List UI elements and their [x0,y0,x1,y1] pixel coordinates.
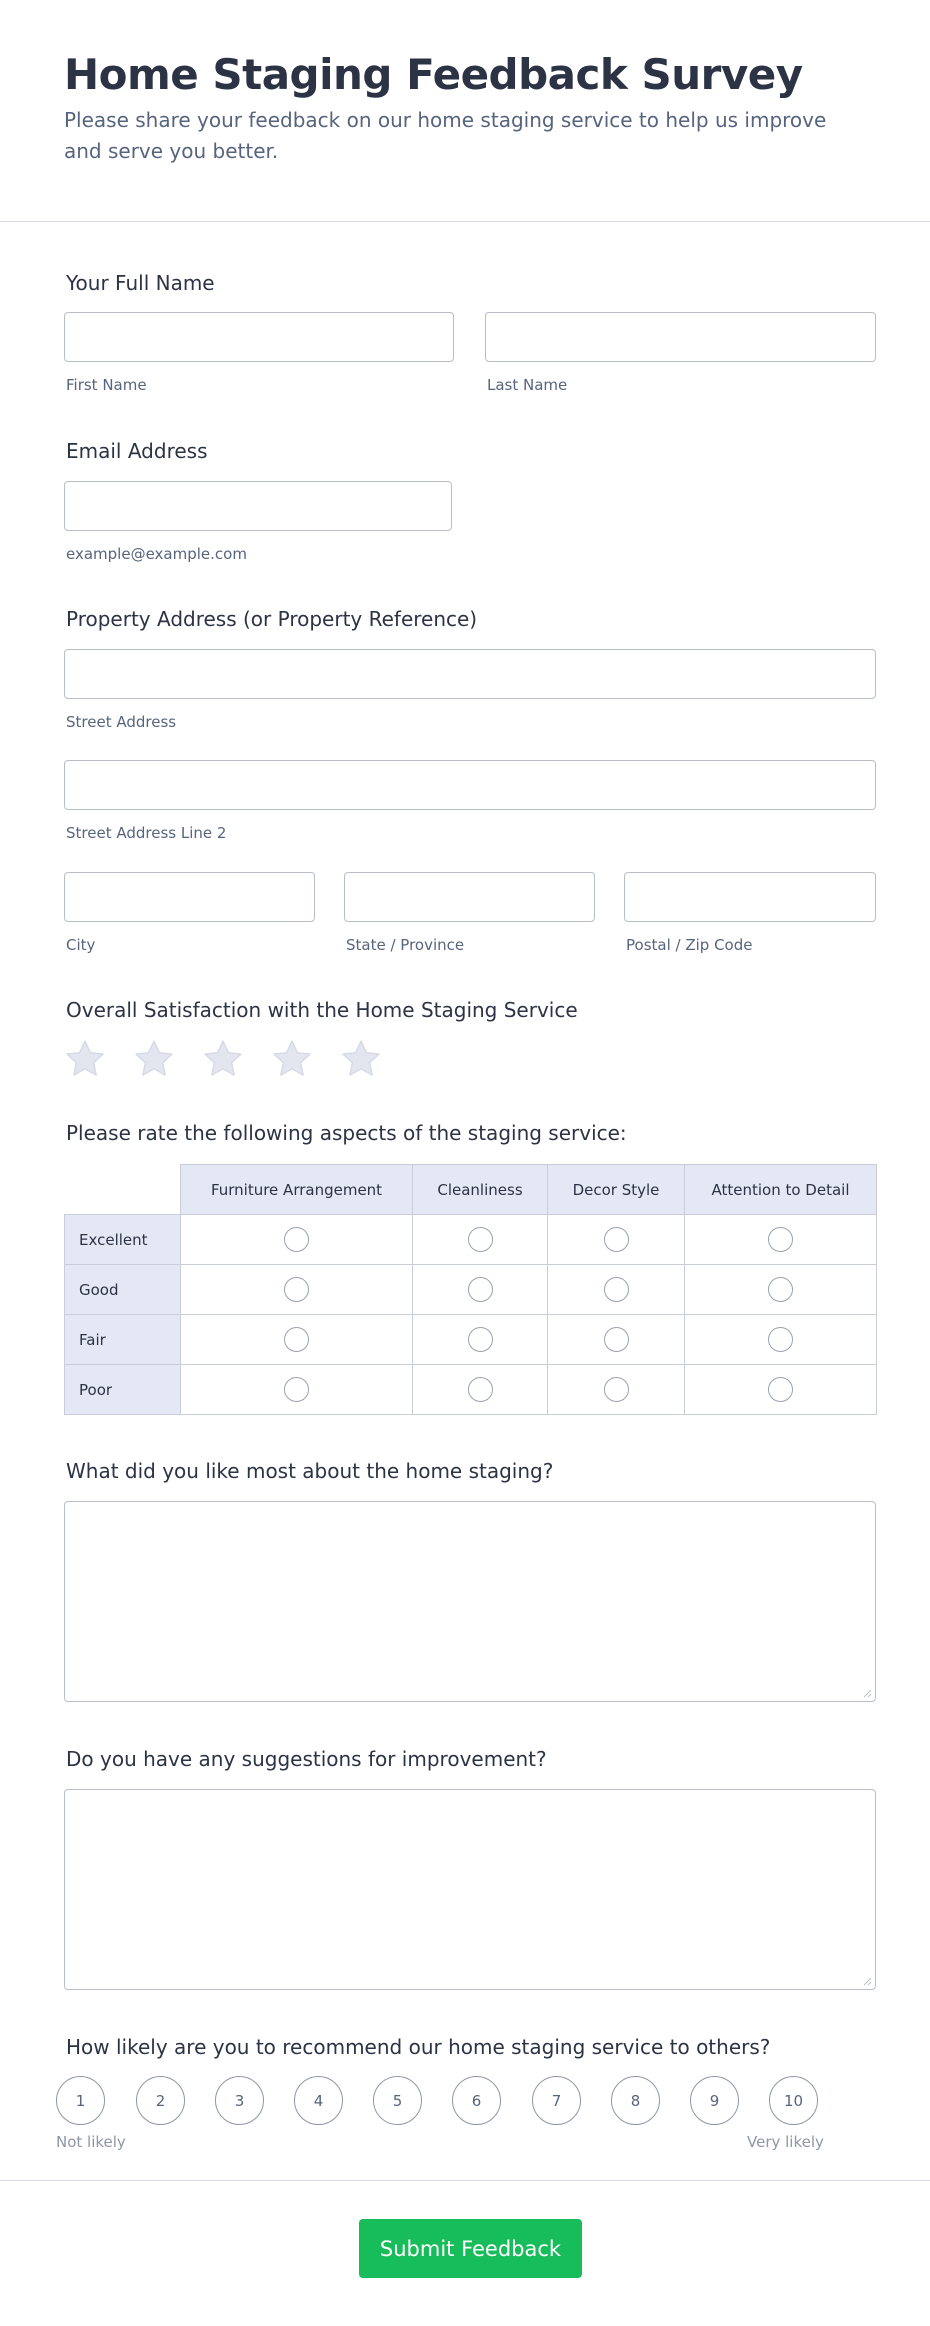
address-label: Property Address (or Property Reference) [66,607,478,631]
matrix-cell [548,1315,685,1365]
matrix-radio[interactable] [468,1227,493,1252]
street-address-line2-input[interactable] [64,760,876,810]
matrix-label: Please rate the following aspects of the staging service: [66,1121,627,1145]
scale-option-1[interactable]: 1 [56,2076,105,2125]
matrix-radio[interactable] [468,1327,493,1352]
star-icon[interactable] [133,1038,175,1080]
zip-input[interactable] [624,872,876,922]
star-icon[interactable] [202,1038,244,1080]
star-icon[interactable] [271,1038,313,1080]
matrix-cell [685,1315,877,1365]
matrix-row [65,1215,877,1265]
matrix-row-label: Fair [65,1315,181,1365]
matrix-radio[interactable] [768,1227,793,1252]
scale-option-3[interactable]: 3 [215,2076,264,2125]
scale-option-7[interactable]: 7 [532,2076,581,2125]
matrix-corner [65,1165,181,1215]
matrix-col-header: Furniture Arrangement [181,1165,413,1215]
last-name-input[interactable] [485,312,876,362]
scale-option-9[interactable]: 9 [690,2076,739,2125]
matrix-cell [548,1265,685,1315]
matrix-cell [413,1365,548,1415]
matrix-radio[interactable] [284,1327,309,1352]
city-input[interactable] [64,872,315,922]
matrix-col-header: Attention to Detail [685,1165,877,1215]
street-address-line2-sublabel: Street Address Line 2 [66,824,227,842]
matrix-cell [685,1365,877,1415]
matrix-row-label: Good [65,1265,181,1315]
liked-textarea[interactable] [64,1501,876,1702]
email-label: Email Address [66,439,208,463]
matrix-cell [413,1215,548,1265]
matrix-radio[interactable] [604,1377,629,1402]
submit-button[interactable]: Submit Feedback [359,2219,582,2278]
scale-min-caption: Not likely [56,2133,126,2151]
zip-sublabel: Postal / Zip Code [626,936,753,954]
matrix-radio[interactable] [768,1277,793,1302]
matrix-cell [413,1265,548,1315]
form-header [0,0,930,222]
matrix-radio[interactable] [284,1377,309,1402]
matrix-radio[interactable] [768,1327,793,1352]
matrix-cell [181,1365,413,1415]
scale-option-10[interactable]: 10 [769,2076,818,2125]
scale-option-2[interactable]: 2 [136,2076,185,2125]
matrix-cell [548,1365,685,1415]
suggestions-textarea[interactable] [64,1789,876,1990]
city-sublabel: City [66,936,96,954]
scale-max-caption: Very likely [747,2133,824,2151]
street-address-input[interactable] [64,649,876,699]
matrix-row [65,1365,877,1415]
matrix-cell [413,1315,548,1365]
liked-label: What did you like most about the home staging? [66,1459,554,1483]
scale-option-5[interactable]: 5 [373,2076,422,2125]
scale-option-6[interactable]: 6 [452,2076,501,2125]
recommend-label: How likely are you to recommend our home staging service to others? [66,2035,771,2059]
star-icon[interactable] [340,1038,382,1080]
matrix-cell [181,1315,413,1365]
matrix-cell [181,1265,413,1315]
matrix-header-row [65,1165,877,1215]
matrix-radio[interactable] [604,1227,629,1252]
state-input[interactable] [344,872,595,922]
scale-option-4[interactable]: 4 [294,2076,343,2125]
matrix-row [65,1315,877,1365]
email-sublabel: example@example.com [66,545,247,563]
matrix-cell [685,1215,877,1265]
matrix-cell [685,1265,877,1315]
state-sublabel: State / Province [346,936,465,954]
resize-handle-icon[interactable] [863,1689,872,1698]
star-icon[interactable] [64,1038,106,1080]
scale-option-8[interactable]: 8 [611,2076,660,2125]
form-footer [0,2180,930,2326]
resize-handle-icon[interactable] [863,1977,872,1986]
matrix-col-header: Cleanliness [413,1165,548,1215]
satisfaction-label: Overall Satisfaction with the Home Staging Service [66,998,578,1022]
matrix-cell [181,1215,413,1265]
matrix-radio[interactable] [768,1377,793,1402]
matrix-radio[interactable] [604,1277,629,1302]
full-name-label: Your Full Name [66,271,215,295]
matrix-radio[interactable] [284,1277,309,1302]
form-title: Home Staging Feedback Survey [64,50,803,99]
matrix-radio[interactable] [468,1277,493,1302]
matrix-radio[interactable] [284,1227,309,1252]
rating-matrix [64,1164,877,1415]
last-name-sublabel: Last Name [487,376,568,394]
matrix-cell [548,1215,685,1265]
first-name-input[interactable] [64,312,454,362]
form-subtitle: Please share your feedback on our home staging service to help us improve and serve you better. [64,108,827,163]
matrix-row-label: Poor [65,1365,181,1415]
matrix-radio[interactable] [604,1327,629,1352]
email-input[interactable] [64,481,452,531]
matrix-row [65,1265,877,1315]
matrix-col-header: Decor Style [548,1165,685,1215]
first-name-sublabel: First Name [66,376,147,394]
street-address-sublabel: Street Address [66,713,177,731]
suggestions-label: Do you have any suggestions for improvement? [66,1747,547,1771]
matrix-radio[interactable] [468,1377,493,1402]
matrix-row-label: Excellent [65,1215,181,1265]
